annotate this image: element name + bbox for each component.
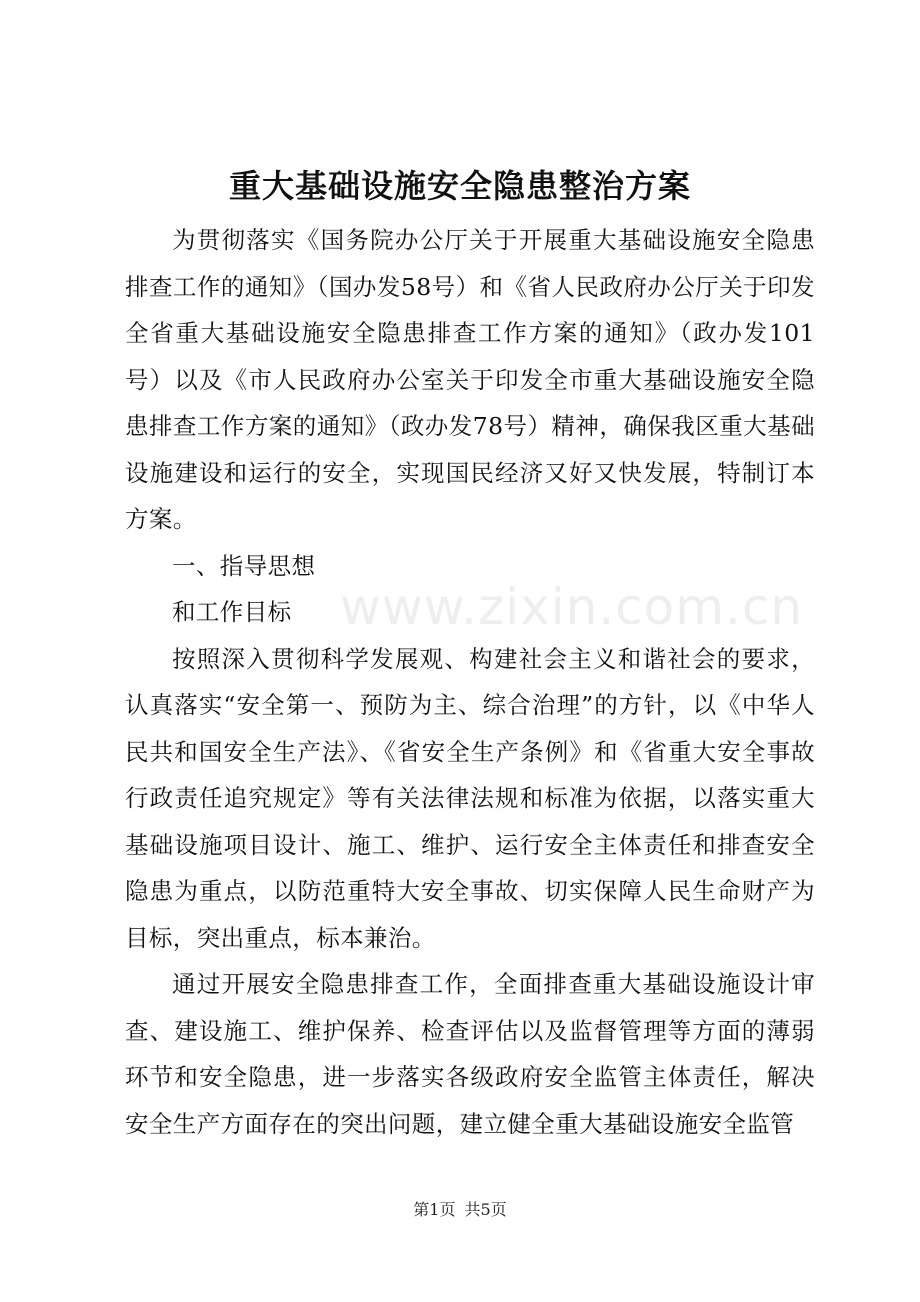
paragraph-guiding-ideology: 按照深入贯彻科学发展观、构建社会主义和谐社会的要求，认真落实“安全第一、预防为主、综合治理”的方针，以《中华人民共和国安全生产法》、《省安全生产条例》和《省重大安全事故行政责任追究规定》等有关法律法规和标准为依据，以落实重大基础设施项目设计、施工、维护、运行安全主体责任和排查安全隐患为重点，以防范重特大安全事故、切实保障人民生命财产为目标，突出重点，标本兼治。	[125, 644, 815, 952]
document-body	[125, 217, 815, 1147]
section-heading-work-goals: 和工作目标	[172, 598, 292, 626]
paragraph-work-goals: 通过开展安全隐患排查工作，全面排查重大基础设施设计审查、建设施工、维护保养、检查评估以及监督管理等方面的薄弱环节和安全隐患，进一步落实各级政府安全监管主体责任，解决安全生产方面存在的突出问题，建立健全重大基础设施安全监管	[125, 970, 815, 1138]
page-footer: 第1页 共5页	[413, 1200, 507, 1219]
document-title: 重大基础设施安全隐患整治方案	[228, 167, 691, 205]
paragraph-intro: 为贯彻落实《国务院办公厅关于开展重大基础设施安全隐患排查工作的通知》（国办发58号）和《省人民政府办公厅关于印发全省重大基础设施安全隐患排查工作方案的通知》（政办发101号）以及《市人民政府办公室关于印发全市重大基础设施安全隐患排查工作方案的通知》（政办发78号）精神，确保我区重大基础设施建设和运行的安全，实现国民经济又好又快发展，特制订本方案。	[125, 226, 815, 533]
section-heading-guiding-ideology: 一、指导思想	[172, 551, 316, 580]
watermark: www.zixin.com.cn	[340, 578, 804, 636]
